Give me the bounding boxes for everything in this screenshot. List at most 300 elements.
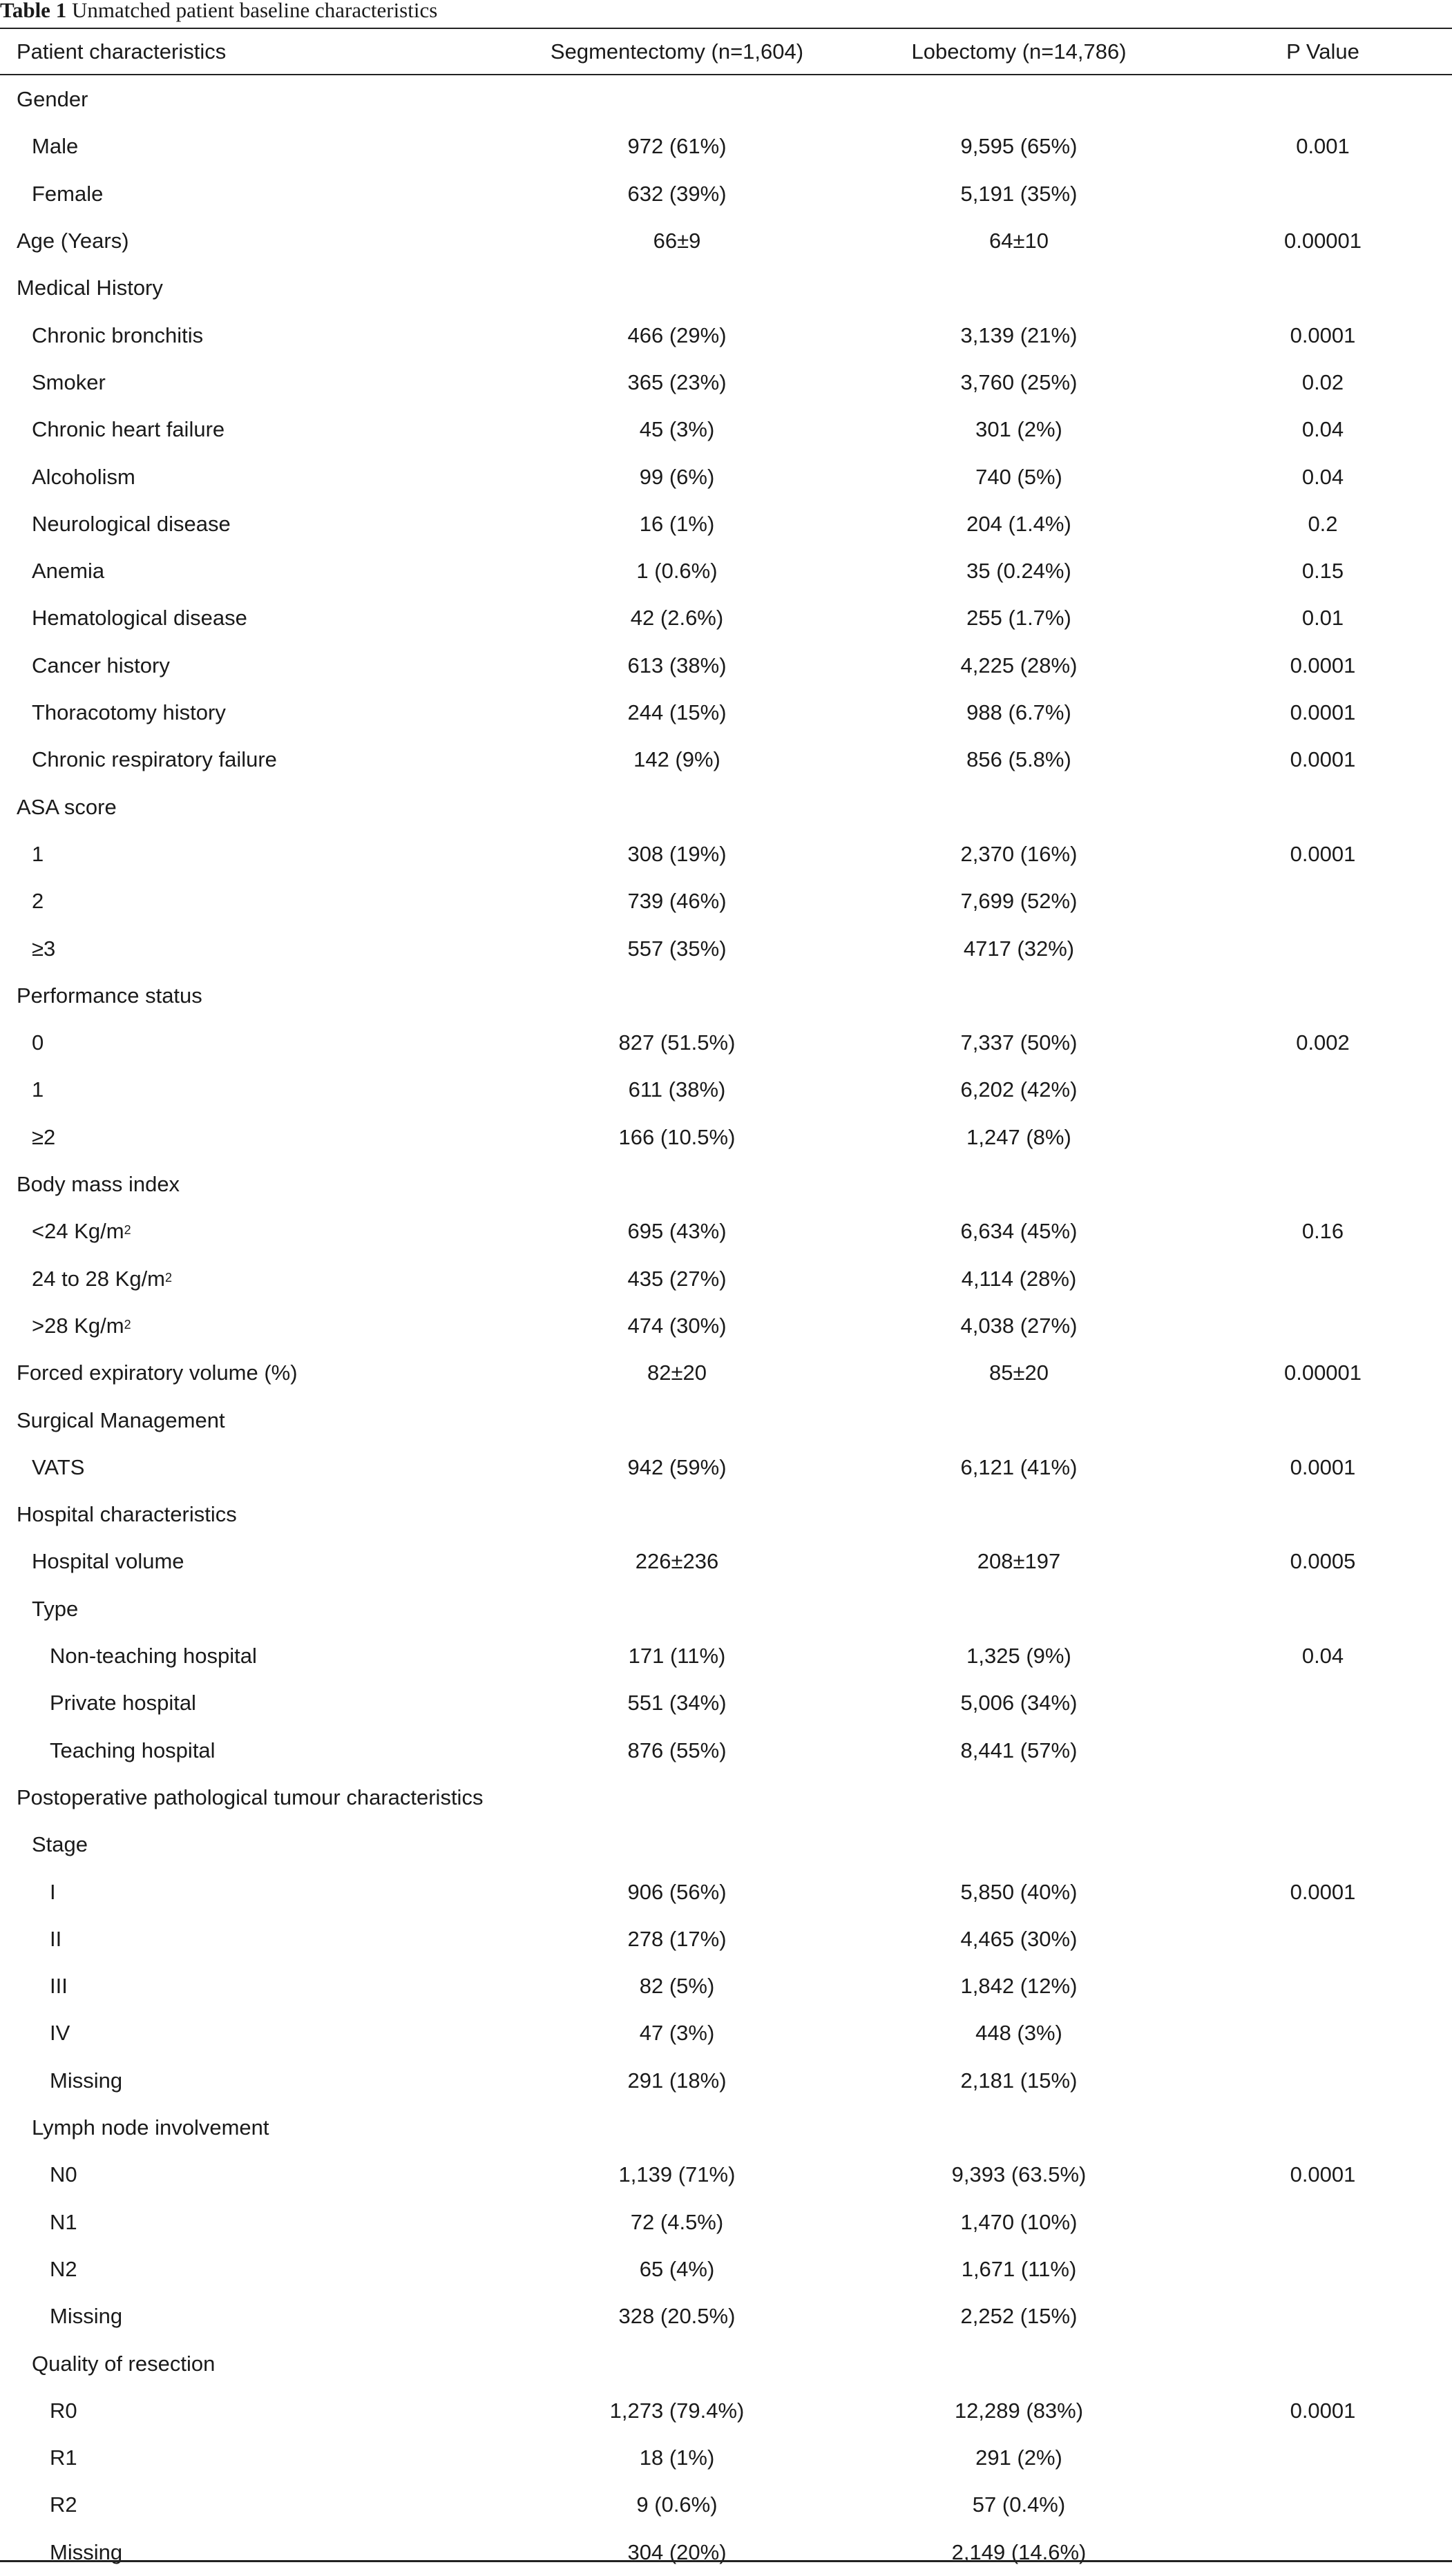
- p-value: [1181, 2010, 1452, 2057]
- row-label: [0, 2057, 533, 2104]
- lobectomy-value: 4717 (32%): [963, 936, 1075, 961]
- segmentectomy-value: [497, 972, 857, 1019]
- p-value: [1181, 1256, 1452, 1303]
- header-lobectomy: Lobectomy (n=14,786): [911, 39, 1127, 64]
- lobectomy-value: 4,225 (28%): [960, 653, 1078, 677]
- row-label: [0, 2293, 533, 2340]
- p-value: [1181, 1680, 1452, 1727]
- lobectomy-value: [857, 972, 1181, 1019]
- row-label-text: 24 to 28 Kg/m: [32, 1266, 166, 1291]
- row-label: [0, 2104, 515, 2151]
- p-value: 0.0001: [1290, 700, 1356, 725]
- row-label-text: Chronic bronchitis: [32, 323, 204, 347]
- lobectomy-value: [857, 265, 1181, 311]
- segmentectomy-value: 1,273 (79.4%): [609, 2398, 745, 2423]
- segmentectomy-value: [497, 1491, 857, 1538]
- row-label-text: Body mass index: [17, 1172, 180, 1197]
- row-label: [0, 1396, 500, 1443]
- lobectomy-value: 35 (0.24%): [966, 559, 1071, 584]
- table-row: [0, 123, 1452, 170]
- row-label-text: Alcoholism: [32, 464, 135, 489]
- row-label: [0, 171, 515, 218]
- segmentectomy-value: 171 (11%): [628, 1644, 726, 1669]
- row-label-text: Male: [32, 134, 79, 159]
- table-row: [0, 1349, 1452, 1396]
- lobectomy-value: 4,114 (28%): [961, 1266, 1077, 1291]
- p-value: [1181, 878, 1452, 925]
- lobectomy-value: 1,325 (9%): [966, 1644, 1071, 1669]
- row-label: [0, 1444, 515, 1491]
- row-label: [0, 1586, 515, 1633]
- row-label-text: Chronic respiratory failure: [32, 747, 277, 772]
- lobectomy-value: 7,699 (52%): [960, 889, 1078, 914]
- segmentectomy-value: 82±20: [647, 1361, 707, 1385]
- segmentectomy-value: 16 (1%): [639, 511, 715, 536]
- row-label: [0, 1963, 533, 2010]
- lobectomy-value: 9,595 (65%): [960, 134, 1078, 159]
- table-caption-text: Unmatched patient baseline characteristics: [71, 0, 438, 22]
- p-value: 0.0001: [1290, 1454, 1356, 1479]
- p-value: 0.04: [1301, 464, 1344, 489]
- lobectomy-value: [857, 76, 1181, 123]
- lobectomy-value: 6,202 (42%): [960, 1077, 1078, 1102]
- row-label-text: R1: [50, 2445, 77, 2470]
- row-label: [0, 831, 515, 878]
- row-label-text: N0: [50, 2162, 77, 2187]
- table-row: [0, 2057, 1452, 2104]
- row-label: [0, 2529, 533, 2576]
- segmentectomy-value: 308 (19%): [627, 841, 727, 866]
- p-value: 0.0001: [1290, 323, 1356, 347]
- segmentectomy-value: 1,139 (71%): [618, 2162, 736, 2187]
- lobectomy-value: 64±10: [989, 229, 1049, 253]
- lobectomy-value: 1,671 (11%): [961, 2256, 1077, 2281]
- row-label-text: Smoker: [32, 369, 106, 394]
- table-row: [0, 218, 1452, 265]
- row-label: [0, 1633, 533, 1680]
- row-label: [0, 642, 515, 689]
- segmentectomy-value: 142 (9%): [633, 747, 720, 772]
- p-value: [1181, 1396, 1452, 1443]
- row-label: [0, 2434, 533, 2481]
- segmentectomy-value: 42 (2.6%): [630, 606, 724, 631]
- lobectomy-value: 856 (5.8%): [966, 747, 1071, 772]
- p-value: 0.0001: [1290, 747, 1356, 772]
- table-row: [0, 1396, 1452, 1443]
- row-label: [0, 265, 500, 311]
- p-value: 0.02: [1301, 369, 1344, 394]
- table-row: [0, 2246, 1452, 2293]
- row-label-text: Private hospital: [50, 1691, 196, 1715]
- row-label-text: Quality of resection: [32, 2351, 216, 2376]
- table-row: [0, 76, 1452, 123]
- row-label-text: ASA score: [17, 794, 117, 819]
- table-row: [0, 1114, 1452, 1161]
- table-row: [0, 312, 1452, 359]
- table-row: [0, 689, 1452, 736]
- row-label-text: <24 Kg/m: [32, 1219, 124, 1244]
- p-value: [1181, 2199, 1452, 2246]
- segmentectomy-value: 972 (61%): [627, 134, 727, 159]
- row-label: [0, 123, 515, 170]
- row-label: [0, 1019, 515, 1066]
- segmentectomy-value: 226±236: [635, 1549, 719, 1574]
- p-value: 0.16: [1301, 1219, 1344, 1244]
- lobectomy-value: [857, 1821, 1181, 1868]
- segmentectomy-value: [497, 2104, 857, 2151]
- row-label-text: Age (Years): [17, 229, 129, 253]
- p-value: 0.2: [1308, 511, 1338, 536]
- row-label-text: Teaching hospital: [50, 1738, 216, 1762]
- row-label: [0, 689, 515, 736]
- p-value: [1181, 925, 1452, 972]
- segmentectomy-value: 1 (0.6%): [636, 559, 718, 584]
- row-label: [0, 878, 515, 925]
- row-label-text: R0: [50, 2398, 77, 2423]
- row-label: [0, 1066, 515, 1113]
- row-label: [0, 548, 515, 595]
- lobectomy-value: 2,370 (16%): [960, 841, 1078, 866]
- p-value: [1181, 265, 1452, 311]
- row-label-text: Anemia: [32, 559, 105, 584]
- p-value: [1181, 1586, 1452, 1633]
- lobectomy-value: [857, 1161, 1181, 1208]
- lobectomy-value: 204 (1.4%): [966, 511, 1071, 536]
- row-label: [0, 972, 500, 1019]
- lobectomy-value: [857, 2104, 1181, 2151]
- table-row: [0, 406, 1452, 453]
- table-bottom-rule: [0, 2560, 1452, 2562]
- table-caption: [0, 0, 437, 28]
- table-row: [0, 878, 1452, 925]
- lobectomy-value: 740 (5%): [975, 464, 1062, 489]
- segmentectomy-value: [497, 1161, 857, 1208]
- lobectomy-value: [857, 1586, 1181, 1633]
- table-row: [0, 1444, 1452, 1491]
- row-label-text: >28 Kg/m: [32, 1313, 124, 1338]
- table-row: [0, 642, 1452, 689]
- p-value: 0.04: [1301, 417, 1344, 442]
- p-value: [1181, 2293, 1452, 2340]
- table-row: [0, 1963, 1452, 2010]
- segmentectomy-value: 9 (0.6%): [636, 2492, 718, 2517]
- row-label-text: II: [50, 1926, 62, 1951]
- table-row: [0, 2010, 1452, 2057]
- p-value: 0.0001: [1290, 2398, 1356, 2423]
- row-label: [0, 1161, 500, 1208]
- row-label: [0, 1774, 500, 1821]
- row-label-text: Non-teaching hospital: [50, 1644, 257, 1669]
- lobectomy-value: [857, 2340, 1181, 2387]
- p-value: [1181, 1491, 1452, 1538]
- lobectomy-value: 208±197: [977, 1549, 1061, 1574]
- row-label: [0, 1538, 515, 1585]
- row-label: [0, 501, 515, 548]
- table-row: [0, 265, 1452, 311]
- row-label-text: IV: [50, 2021, 70, 2046]
- lobectomy-value: 301 (2%): [975, 417, 1062, 442]
- row-label-text: Neurological disease: [32, 511, 231, 536]
- segmentectomy-value: 18 (1%): [639, 2445, 715, 2470]
- segmentectomy-value: [497, 1396, 857, 1443]
- segmentectomy-value: 99 (6%): [639, 464, 715, 489]
- table-row: [0, 1303, 1452, 1349]
- table-row: [0, 359, 1452, 406]
- p-value: [1181, 2434, 1452, 2481]
- table-row: [0, 2151, 1452, 2198]
- lobectomy-value: 9,393 (63.5%): [951, 2162, 1087, 2187]
- table-row: [0, 2293, 1452, 2340]
- row-label: [0, 1349, 500, 1396]
- segmentectomy-value: 66±9: [653, 229, 701, 253]
- p-value: [1181, 784, 1452, 831]
- row-label: <24 Kg/m $^2$: [32, 1219, 131, 1244]
- lobectomy-value: 448 (3%): [975, 2021, 1062, 2046]
- table-row: [0, 1491, 1452, 1538]
- table-row: [0, 1208, 1452, 1255]
- row-label-text: Hospital volume: [32, 1549, 184, 1574]
- lobectomy-value: 6,121 (41%): [960, 1454, 1078, 1479]
- row-label: [0, 76, 500, 123]
- lobectomy-value: 5,006 (34%): [960, 1691, 1078, 1715]
- segmentectomy-value: 291 (18%): [627, 2068, 727, 2093]
- row-label: [0, 736, 515, 783]
- segmentectomy-value: 876 (55%): [627, 1738, 727, 1762]
- segmentectomy-value: 611 (38%): [628, 1077, 726, 1102]
- table-row: [0, 1774, 1452, 1821]
- p-value: [1181, 171, 1452, 218]
- row-label-text: ≥3: [32, 936, 56, 961]
- p-value: [1181, 2529, 1452, 2576]
- segmentectomy-value: 166 (10.5%): [618, 1124, 736, 1149]
- p-value: 0.0001: [1290, 841, 1356, 866]
- lobectomy-value: 8,441 (57%): [960, 1738, 1078, 1762]
- segmentectomy-value: 72 (4.5%): [630, 2209, 724, 2234]
- table-row: [0, 2104, 1452, 2151]
- table-row: [0, 2387, 1452, 2434]
- row-label: [0, 2199, 533, 2246]
- row-label: [0, 2481, 533, 2528]
- lobectomy-value: 3,760 (25%): [960, 369, 1078, 394]
- segmentectomy-value: 613 (38%): [627, 653, 727, 677]
- table-row: [0, 595, 1452, 642]
- row-label-text: R2: [50, 2492, 77, 2517]
- p-value: 0.0001: [1290, 653, 1356, 677]
- p-value: [1181, 1066, 1452, 1113]
- lobectomy-value: 2,252 (15%): [960, 2304, 1078, 2329]
- p-value: 0.0001: [1290, 2162, 1356, 2187]
- row-label: >28 Kg/m $^2$: [32, 1313, 131, 1338]
- segmentectomy-value: 557 (35%): [627, 936, 727, 961]
- table-row: [0, 1633, 1452, 1680]
- table-row: [0, 1868, 1452, 1915]
- table-header-row: [0, 29, 1452, 74]
- p-value: 0.00001: [1283, 1361, 1362, 1385]
- table-row: [0, 972, 1452, 1019]
- lobectomy-value: 4,465 (30%): [960, 1926, 1078, 1951]
- row-label-text: Surgical Management: [17, 1407, 225, 1432]
- table-row: [0, 453, 1452, 500]
- p-value: 0.04: [1301, 1644, 1344, 1669]
- table-row: [0, 2340, 1452, 2387]
- lobectomy-value: [857, 784, 1181, 831]
- p-value: [1181, 2246, 1452, 2293]
- lobectomy-value: 2,181 (15%): [960, 2068, 1078, 2093]
- row-label-text: I: [50, 1879, 56, 1904]
- p-value: [1181, 1963, 1452, 2010]
- row-label: [0, 2387, 533, 2434]
- row-label-text: ≥2: [32, 1124, 56, 1149]
- table-row: [0, 925, 1452, 972]
- table-row: [0, 1821, 1452, 1868]
- row-label: [0, 2010, 533, 2057]
- p-value: [1181, 1114, 1452, 1161]
- row-label: [0, 925, 515, 972]
- segmentectomy-value: 435 (27%): [627, 1266, 727, 1291]
- row-label-text: Forced expiratory volume (%): [17, 1361, 298, 1385]
- lobectomy-value: 7,337 (50%): [960, 1030, 1078, 1055]
- row-label-text: Thoracotomy history: [32, 700, 226, 725]
- row-label: [0, 1868, 533, 1915]
- row-label: [0, 2340, 515, 2387]
- row-label: [0, 1916, 533, 1963]
- p-value: [1181, 76, 1452, 123]
- lobectomy-value: 988 (6.7%): [966, 700, 1071, 725]
- lobectomy-value: 57 (0.4%): [972, 2492, 1066, 2517]
- p-value: 0.0005: [1290, 1549, 1356, 1574]
- segmentectomy-value: 365 (23%): [627, 369, 727, 394]
- row-label: [0, 1114, 515, 1161]
- row-label: [0, 312, 515, 359]
- segmentectomy-value: [497, 1586, 857, 1633]
- table-row: [0, 1586, 1452, 1633]
- table-row: [0, 1256, 1452, 1303]
- header-p-value: P Value: [1286, 39, 1359, 64]
- p-value: 0.00001: [1283, 229, 1362, 253]
- row-label: [0, 1491, 500, 1538]
- table-row: [0, 1066, 1452, 1113]
- p-value: [1181, 2481, 1452, 2528]
- row-label-text: Stage: [32, 1832, 88, 1857]
- table-row: [0, 2529, 1452, 2576]
- p-value: [1181, 1774, 1452, 1821]
- lobectomy-value: [857, 1774, 1181, 1821]
- p-value: 0.002: [1296, 1030, 1350, 1055]
- row-label: [0, 406, 515, 453]
- p-value: [1181, 2104, 1452, 2151]
- table-header-rule: [0, 74, 1452, 75]
- row-label: [0, 1727, 533, 1774]
- row-label-text: N1: [50, 2209, 77, 2234]
- segmentectomy-value: 278 (17%): [627, 1926, 727, 1951]
- row-label: [0, 1680, 533, 1727]
- p-value: [1181, 2057, 1452, 2104]
- p-value: [1181, 1727, 1452, 1774]
- lobectomy-value: 5,191 (35%): [960, 181, 1078, 206]
- row-label-text: 2: [32, 889, 44, 914]
- row-label: [0, 784, 500, 831]
- row-label: [0, 1821, 515, 1868]
- segmentectomy-value: [497, 265, 857, 311]
- table-row: [0, 784, 1452, 831]
- table-row: [0, 1727, 1452, 1774]
- table-row: [0, 2481, 1452, 2528]
- row-label-text: N2: [50, 2256, 77, 2281]
- table-row: [0, 501, 1452, 548]
- lobectomy-value: 12,289 (83%): [954, 2398, 1084, 2423]
- row-label-text: 1: [32, 841, 44, 866]
- segmentectomy-value: 47 (3%): [639, 2021, 715, 2046]
- row-label-text: 0: [32, 1030, 44, 1055]
- table-caption-label: Table 1: [0, 0, 67, 22]
- p-value: [1181, 1161, 1452, 1208]
- p-value: 0.0001: [1290, 1879, 1356, 1904]
- p-value: 0.15: [1301, 559, 1344, 584]
- row-label-text: Medical History: [17, 276, 163, 300]
- lobectomy-value: 3,139 (21%): [960, 323, 1078, 347]
- header-patient-characteristics: Patient characteristics: [17, 39, 227, 64]
- table-row: [0, 548, 1452, 595]
- table-row: [0, 1019, 1452, 1066]
- row-label: [0, 2246, 533, 2293]
- lobectomy-value: 255 (1.7%): [966, 606, 1071, 631]
- segmentectomy-value: [497, 1774, 857, 1821]
- lobectomy-value: 1,247 (8%): [966, 1124, 1071, 1149]
- row-label: [0, 359, 515, 406]
- lobectomy-value: 1,842 (12%): [960, 1974, 1078, 1999]
- segmentectomy-value: 739 (46%): [627, 889, 727, 914]
- segmentectomy-value: [497, 1821, 857, 1868]
- segmentectomy-value: 328 (20.5%): [618, 2304, 736, 2329]
- segmentectomy-value: 304 (20%): [627, 2539, 727, 2564]
- row-label: [0, 2151, 533, 2198]
- table-row: [0, 1680, 1452, 1727]
- row-label-text: Cancer history: [32, 653, 170, 677]
- p-value: 0.01: [1301, 606, 1344, 631]
- segmentectomy-value: 45 (3%): [639, 417, 715, 442]
- p-value: [1181, 2340, 1452, 2387]
- row-label-text: Type: [32, 1596, 79, 1621]
- segmentectomy-value: [497, 76, 857, 123]
- row-label: 24 to 28 Kg/m $^2$: [32, 1266, 173, 1291]
- segmentectomy-value: [497, 2340, 857, 2387]
- row-label-text: III: [50, 1974, 68, 1999]
- segmentectomy-value: 632 (39%): [627, 181, 727, 206]
- table-row: [0, 1916, 1452, 1963]
- segmentectomy-value: 827 (51.5%): [618, 1030, 736, 1055]
- row-label-text: 1: [32, 1077, 44, 1102]
- lobectomy-value: 4,038 (27%): [960, 1313, 1078, 1338]
- row-label-text: Chronic heart failure: [32, 417, 225, 442]
- row-label-text: Missing: [50, 2068, 123, 2093]
- row-label-text: Lymph node involvement: [32, 2115, 269, 2140]
- table-row: [0, 2434, 1452, 2481]
- row-label-text: Missing: [50, 2539, 123, 2564]
- segmentectomy-value: 906 (56%): [627, 1879, 727, 1904]
- lobectomy-value: 291 (2%): [975, 2445, 1062, 2470]
- segmentectomy-value: 65 (4%): [639, 2256, 715, 2281]
- segmentectomy-value: 244 (15%): [627, 700, 727, 725]
- segmentectomy-value: 466 (29%): [627, 323, 727, 347]
- lobectomy-value: [857, 1396, 1181, 1443]
- segmentectomy-value: 551 (34%): [627, 1691, 727, 1715]
- row-label: [0, 595, 515, 642]
- row-label: [0, 218, 500, 265]
- row-label: [0, 453, 515, 500]
- lobectomy-value: 5,850 (40%): [960, 1879, 1078, 1904]
- table-row: [0, 1161, 1452, 1208]
- row-label-text: Hematological disease: [32, 606, 247, 631]
